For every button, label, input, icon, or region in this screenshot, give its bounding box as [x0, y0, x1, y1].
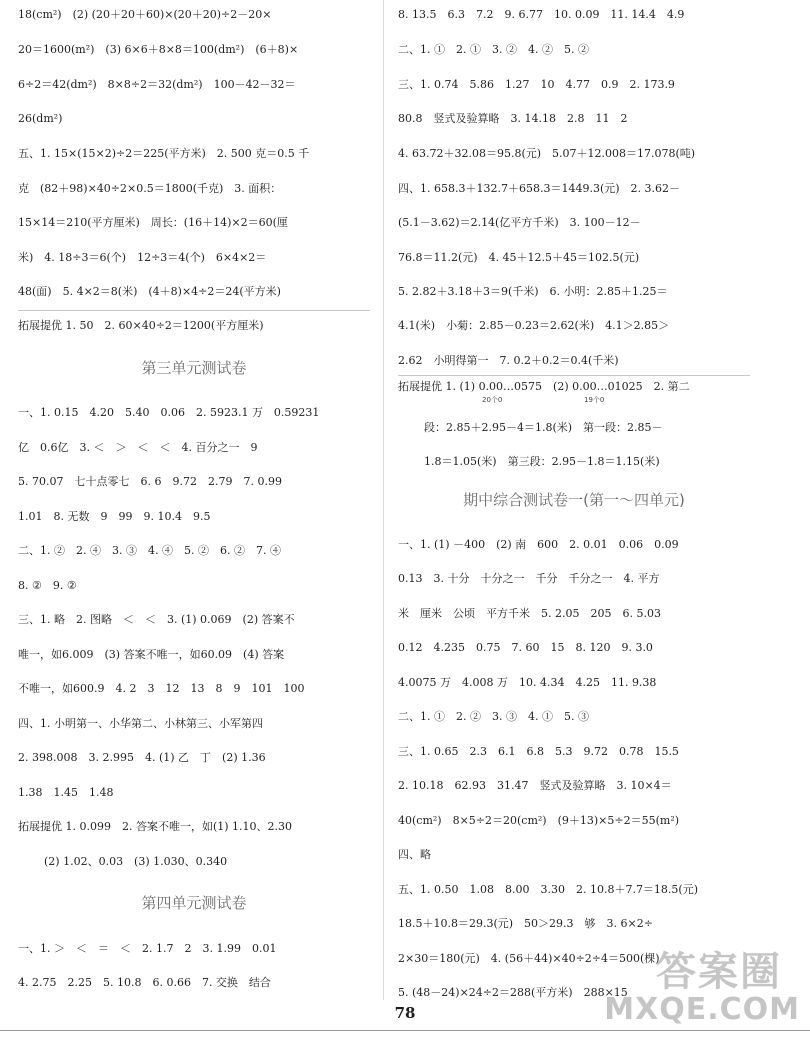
- answer-line: 五、1. 0.50 1.08 8.00 3.30 2. 10.8＋7.7＝18.5(元): [398, 883, 699, 896]
- answer-line: 80.8 竖式及验算略 3. 14.18 2.8 11 2: [398, 112, 628, 125]
- answer-line: 5. (48－24)×24÷2＝288(平方米) 288×15: [398, 986, 628, 999]
- answer-line: 4. 63.72＋32.08＝95.8(元) 5.07＋12.008＝17.078(吨): [398, 147, 696, 160]
- answer-line: 6÷2＝42(dm²) 8×8÷2＝32(dm²) 100－42－32＝: [18, 78, 296, 91]
- section-title-unit-4: 第四单元测试卷: [141, 894, 247, 912]
- answer-line: 4.1(米) 小菊：2.85－0.23＝2.62(米) 4.1＞2.85＞: [398, 319, 670, 332]
- watermark-text: 答案圈: [656, 949, 782, 995]
- answer-line: 二、1. ① 2. ② 3. ③ 4. ① 5. ③: [398, 710, 589, 723]
- answer-line: 0.12 4.235 0.75 7. 60 15 8. 120 9. 3.0: [398, 641, 653, 654]
- answer-line: 拓展提优 1. 0.099 2. 答案不唯一，如(1) 1.10、2.30: [18, 820, 293, 833]
- answer-line: 1.01 8. 无数 9 99 9. 10.4 9.5: [18, 510, 211, 523]
- watermark-logo: [604, 940, 804, 1040]
- brace-label: 19个0: [584, 396, 605, 404]
- answer-line: 4.0075 万 4.008 万 10. 4.34 4.25 11. 9.38: [398, 676, 657, 689]
- answer-line: 2×30＝180(元) 4. (56＋44)×40÷2÷4＝500(棵): [398, 952, 660, 965]
- answer-line: 唯一，如6.009 (3) 答案不唯一，如60.09 (4) 答案: [18, 648, 285, 661]
- answer-line: 76.8＝11.2(元) 4. 45＋12.5＋45＝102.5(元): [398, 251, 640, 264]
- answer-line: 0.13 3. 十分 十分之一 千分 千分之一 4. 平方: [398, 572, 660, 585]
- answer-line: 不唯一，如600.9 4. 2 3 12 13 8 9 101 100: [18, 682, 305, 695]
- answer-line: 二、1. ① 2. ① 3. ② 4. ② 5. ②: [398, 43, 589, 56]
- answer-line: (5.1－3.62)＝2.14(亿平方千米) 3. 100－12－: [398, 216, 641, 229]
- section-title-unit-3: 第三单元测试卷: [141, 359, 247, 377]
- answer-line: 18.5＋10.8＝29.3(元) 50＞29.3 够 3. 6×2÷: [398, 917, 653, 930]
- answer-line: 克 (82＋98)×40÷2×0.5＝1800(千克) 3. 面积：: [18, 182, 282, 195]
- answer-line: 拓展提优 1. (1) 0.00…0575 (2) 0.00…01025 2. 第二: [398, 380, 690, 393]
- answer-line: 8. ② 9. ②: [18, 579, 77, 592]
- answer-line: 2. 398.008 3. 2.995 4. (1) 乙 丁 (2) 1.36: [18, 751, 266, 764]
- section-separator: [18, 310, 370, 311]
- answer-line: 15×14＝210(平方厘米) 周长：(16＋14)×2＝60(厘: [18, 216, 288, 229]
- answer-line: (2) 1.02、0.03 (3) 1.030、0.340: [44, 855, 228, 868]
- answer-line: 4. 2.75 2.25 5. 10.8 6. 0.66 7. 交换 结合: [18, 976, 271, 989]
- page-number: 78: [394, 1004, 416, 1022]
- right-column: [398, 0, 750, 1000]
- answer-line: 三、1. 0.65 2.3 6.1 6.8 5.3 9.72 0.78 15.5: [398, 745, 679, 758]
- answer-line: 2.62 小明得第一 7. 0.2＋0.2＝0.4(千米): [398, 354, 619, 367]
- answer-line: 8. 13.5 6.3 7.2 9. 6.77 10. 0.09 11. 14.4 4.9: [398, 8, 685, 21]
- answer-line: 五、1. 15×(15×2)÷2＝225(平方米) 2. 500 克＝0.5 千: [18, 147, 310, 160]
- answer-line: 5. 2.82＋3.18＋3＝9(千米) 6. 小明：2.85＋1.25＝: [398, 285, 668, 298]
- answer-line: 三、1. 略 2. 图略 ＜ ＜ 3. (1) 0.069 (2) 答案不: [18, 613, 295, 626]
- answer-line: 拓展提优 1. 50 2. 60×40÷2＝1200(平方厘米): [18, 319, 264, 332]
- answer-line: 亿 0.6亿 3. ＜ ＞ ＜ ＜ 4. 百分之一 9: [18, 441, 258, 454]
- answer-line: 三、1. 0.74 5.86 1.27 10 4.77 0.9 2. 173.9: [398, 78, 675, 91]
- answer-line: 5. 70.07 七十点零七 6. 6 9.72 2.79 7. 0.99: [18, 475, 282, 488]
- answer-line: 四、略: [398, 848, 431, 861]
- answer-line: 26(dm²): [18, 112, 63, 125]
- answer-line: 一、1. (1) －400 (2) 南 600 2. 0.01 0.06 0.09: [398, 538, 679, 551]
- answer-line: 2. 10.18 62.93 31.47 竖式及验算略 3. 10×4＝: [398, 779, 672, 792]
- answer-line: 18(cm²) (2) (20＋20＋60)×(20＋20)÷2－20×: [18, 8, 272, 21]
- column-divider: [383, 0, 384, 1000]
- answer-line: 40(cm²) 8×5÷2＝20(cm²) (9＋13)×5÷2＝55(m²): [398, 814, 680, 827]
- answer-line: 二、1. ② 2. ④ 3. ③ 4. ④ 5. ② 6. ② 7. ④: [18, 544, 281, 557]
- answer-line: 段：2.85＋2.95－4＝1.8(米) 第一段：2.85－: [424, 421, 663, 434]
- answer-line: 一、1. ＞ ＜ ＝ ＜ 2. 1.7 2 3. 1.99 0.01: [18, 942, 277, 955]
- answer-line: 米 厘米 公顷 平方千米 5. 2.05 205 6. 5.03: [398, 607, 661, 620]
- answer-line: 48(面) 5. 4×2＝8(米) (4＋8)×4÷2＝24(平方米): [18, 285, 281, 298]
- left-column: [18, 0, 370, 1000]
- section-title-midterm: 期中综合测试卷一(第一～四单元): [463, 491, 685, 509]
- answer-line: 一、1. 0.15 4.20 5.40 0.06 2. 5923.1 万 0.59231: [18, 406, 320, 419]
- brace-label: 20个0: [482, 396, 503, 404]
- watermark-url: MXQE.COM: [604, 992, 800, 1027]
- answer-line: 四、1. 658.3＋132.7＋658.3＝1449.3(元) 2. 3.62－: [398, 182, 681, 195]
- answer-line: 1.8＝1.05(米) 第三段：2.95－1.8＝1.15(米): [424, 455, 660, 468]
- section-separator: [398, 375, 750, 376]
- answer-line: 1.38 1.45 1.48: [18, 786, 114, 799]
- answer-line: 四、1. 小明第一、小华第二、小林第三、小军第四: [18, 717, 263, 730]
- answer-line: 米) 4. 18÷3＝6(个) 12÷3＝4(个) 6×4×2＝: [18, 251, 267, 264]
- answer-line: 20＝1600(m²) (3) 6×6＋8×8＝100(dm²) (6＋8)×: [18, 43, 299, 56]
